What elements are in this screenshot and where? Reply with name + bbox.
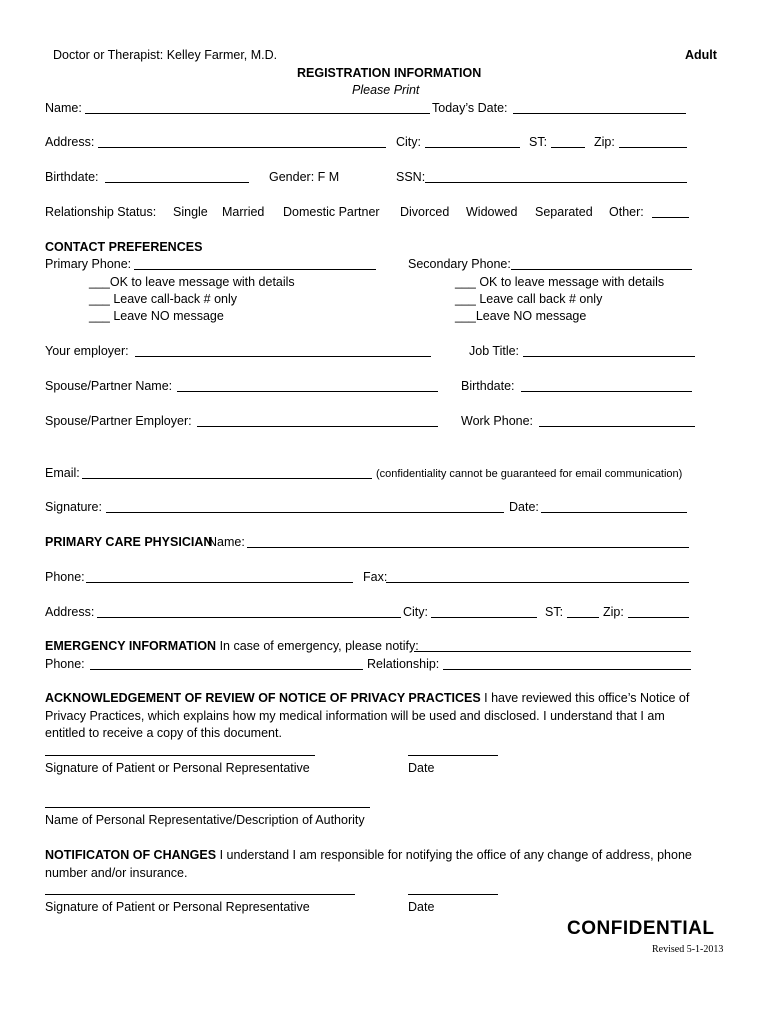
spouse-name-label: Spouse/Partner Name: xyxy=(45,379,173,393)
zip-field[interactable] xyxy=(619,147,687,148)
zip-label: Zip: xyxy=(594,135,615,149)
form-title: REGISTRATION INFORMATION xyxy=(297,66,482,80)
today-date-field[interactable] xyxy=(513,113,686,114)
confidential-stamp: CONFIDENTIAL xyxy=(567,918,715,939)
physician-name-label: Name: xyxy=(208,535,245,549)
ssn-label: SSN: xyxy=(396,170,426,184)
name-field[interactable] xyxy=(85,113,430,114)
today-date-label: Today’s Date: xyxy=(432,101,508,115)
primary-option-callback[interactable]: ___ Leave call-back # only xyxy=(89,292,238,306)
rep-name-field[interactable] xyxy=(45,807,370,808)
signature-label: Signature: xyxy=(45,500,102,514)
physician-name-field[interactable] xyxy=(247,547,689,548)
emergency-phone-label: Phone: xyxy=(45,657,85,671)
primary-option-no-message[interactable]: ___ Leave NO message xyxy=(89,309,224,323)
primary-option-details[interactable]: ___OK to leave message with details xyxy=(89,275,295,289)
emergency-relationship-field[interactable] xyxy=(443,669,691,670)
ack-signature-label: Signature of Patient or Personal Representative xyxy=(45,761,310,775)
signature-date-field[interactable] xyxy=(541,512,687,513)
relationship-option-domestic-partner[interactable]: Domestic Partner xyxy=(283,205,380,219)
relationship-option-widowed[interactable]: Widowed xyxy=(466,205,518,219)
contact-heading: CONTACT PREFERENCES xyxy=(45,240,203,254)
ack-date-label: Date xyxy=(408,761,435,775)
secondary-option-details[interactable]: ___ OK to leave message with details xyxy=(455,275,665,289)
notification-paragraph xyxy=(45,847,705,882)
spouse-name-field[interactable] xyxy=(177,391,438,392)
job-title-field[interactable] xyxy=(523,356,695,357)
email-label: Email: xyxy=(45,466,80,480)
emergency-line xyxy=(45,639,419,654)
form-subtitle: Please Print xyxy=(352,83,420,97)
relationship-label: Relationship Status: xyxy=(45,205,157,219)
relationship-option-divorced[interactable]: Divorced xyxy=(400,205,450,219)
employer-label: Your employer: xyxy=(45,344,129,358)
physician-city-label: City: xyxy=(403,605,428,619)
acknowledgement-paragraph xyxy=(45,690,705,743)
address-field[interactable] xyxy=(98,147,386,148)
acknowledgement-text: I have reviewed this office’s Notice of Privacy Practices, which explains how my medical information will be used and disclosed. I understand that I am entitled to receive a copy of this document. xyxy=(45,691,690,740)
relationship-option-other[interactable]: Other: xyxy=(609,205,644,219)
doctor-name: Doctor or Therapist: Kelley Farmer, M.D. xyxy=(53,48,278,62)
emergency-relationship-label: Relationship: xyxy=(367,657,440,671)
signature-date-label: Date: xyxy=(509,500,539,514)
physician-phone-field[interactable] xyxy=(86,582,353,583)
emergency-phone-field[interactable] xyxy=(90,669,363,670)
birthdate-field[interactable] xyxy=(105,182,249,183)
notification-text: I understand I am responsible for notifying the office of any change of address, phone number and/or insurance. xyxy=(45,848,692,880)
email-note: (confidentiality cannot be guaranteed for email communication) xyxy=(376,468,683,480)
secondary-option-no-message[interactable]: ___Leave NO message xyxy=(455,309,587,323)
notification-heading: NOTIFICATON OF CHANGES xyxy=(45,848,217,862)
signature-field[interactable] xyxy=(106,512,504,513)
acknowledgement-heading: ACKNOWLEDGEMENT OF REVIEW OF NOTICE OF PRIVACY PRACTICES xyxy=(45,691,481,705)
st-field[interactable] xyxy=(551,147,585,148)
job-title-label: Job Title: xyxy=(469,344,520,358)
city-field[interactable] xyxy=(425,147,520,148)
relationship-other-field[interactable] xyxy=(652,217,689,218)
physician-phone-label: Phone: xyxy=(45,570,85,584)
physician-fax-field[interactable] xyxy=(386,582,689,583)
emergency-notify-text: In case of emergency, please notify: xyxy=(219,639,419,653)
spouse-birthdate-label: Birthdate: xyxy=(461,379,515,393)
notification-signature-field[interactable] xyxy=(45,894,355,895)
primary-phone-field[interactable] xyxy=(134,269,376,270)
physician-heading: PRIMARY CARE PHYSICIAN xyxy=(45,535,213,549)
work-phone-field[interactable] xyxy=(539,426,695,427)
notification-signature-label: Signature of Patient or Personal Representative xyxy=(45,900,310,914)
notification-date-label: Date xyxy=(408,900,435,914)
emergency-contact-field[interactable] xyxy=(414,651,691,652)
notification-date-field[interactable] xyxy=(408,894,498,895)
city-label: City: xyxy=(396,135,421,149)
physician-city-field[interactable] xyxy=(431,617,537,618)
work-phone-label: Work Phone: xyxy=(461,414,534,428)
employer-field[interactable] xyxy=(135,356,431,357)
gender-label[interactable]: Gender: F M xyxy=(269,170,340,184)
physician-fax-label: Fax: xyxy=(363,570,388,584)
name-label: Name: xyxy=(45,101,82,115)
secondary-phone-field[interactable] xyxy=(511,269,692,270)
spouse-employer-field[interactable] xyxy=(197,426,438,427)
relationship-option-separated[interactable]: Separated xyxy=(535,205,593,219)
physician-st-field[interactable] xyxy=(567,617,599,618)
spouse-employer-label: Spouse/Partner Employer: xyxy=(45,414,192,428)
relationship-option-married[interactable]: Married xyxy=(222,205,265,219)
ack-date-field[interactable] xyxy=(408,755,498,756)
primary-phone-label: Primary Phone: xyxy=(45,257,132,271)
emergency-heading: EMERGENCY INFORMATION xyxy=(45,639,217,653)
form-category: Adult xyxy=(685,48,717,62)
address-label: Address: xyxy=(45,135,95,149)
birthdate-label: Birthdate: xyxy=(45,170,99,184)
physician-address-field[interactable] xyxy=(97,617,401,618)
secondary-phone-label: Secondary Phone: xyxy=(408,257,511,271)
rep-name-label: Name of Personal Representative/Description of Authority xyxy=(45,813,365,827)
st-label: ST: xyxy=(529,135,548,149)
physician-address-label: Address: xyxy=(45,605,95,619)
physician-zip-label: Zip: xyxy=(603,605,624,619)
ack-signature-field[interactable] xyxy=(45,755,315,756)
ssn-field[interactable] xyxy=(425,182,687,183)
physician-st-label: ST: xyxy=(545,605,564,619)
relationship-option-single[interactable]: Single xyxy=(173,205,208,219)
revision-note: Revised 5-1-2013 xyxy=(652,944,724,955)
spouse-birthdate-field[interactable] xyxy=(521,391,692,392)
email-field[interactable] xyxy=(82,478,372,479)
physician-zip-field[interactable] xyxy=(628,617,689,618)
secondary-option-callback[interactable]: ___ Leave call back # only xyxy=(455,292,603,306)
